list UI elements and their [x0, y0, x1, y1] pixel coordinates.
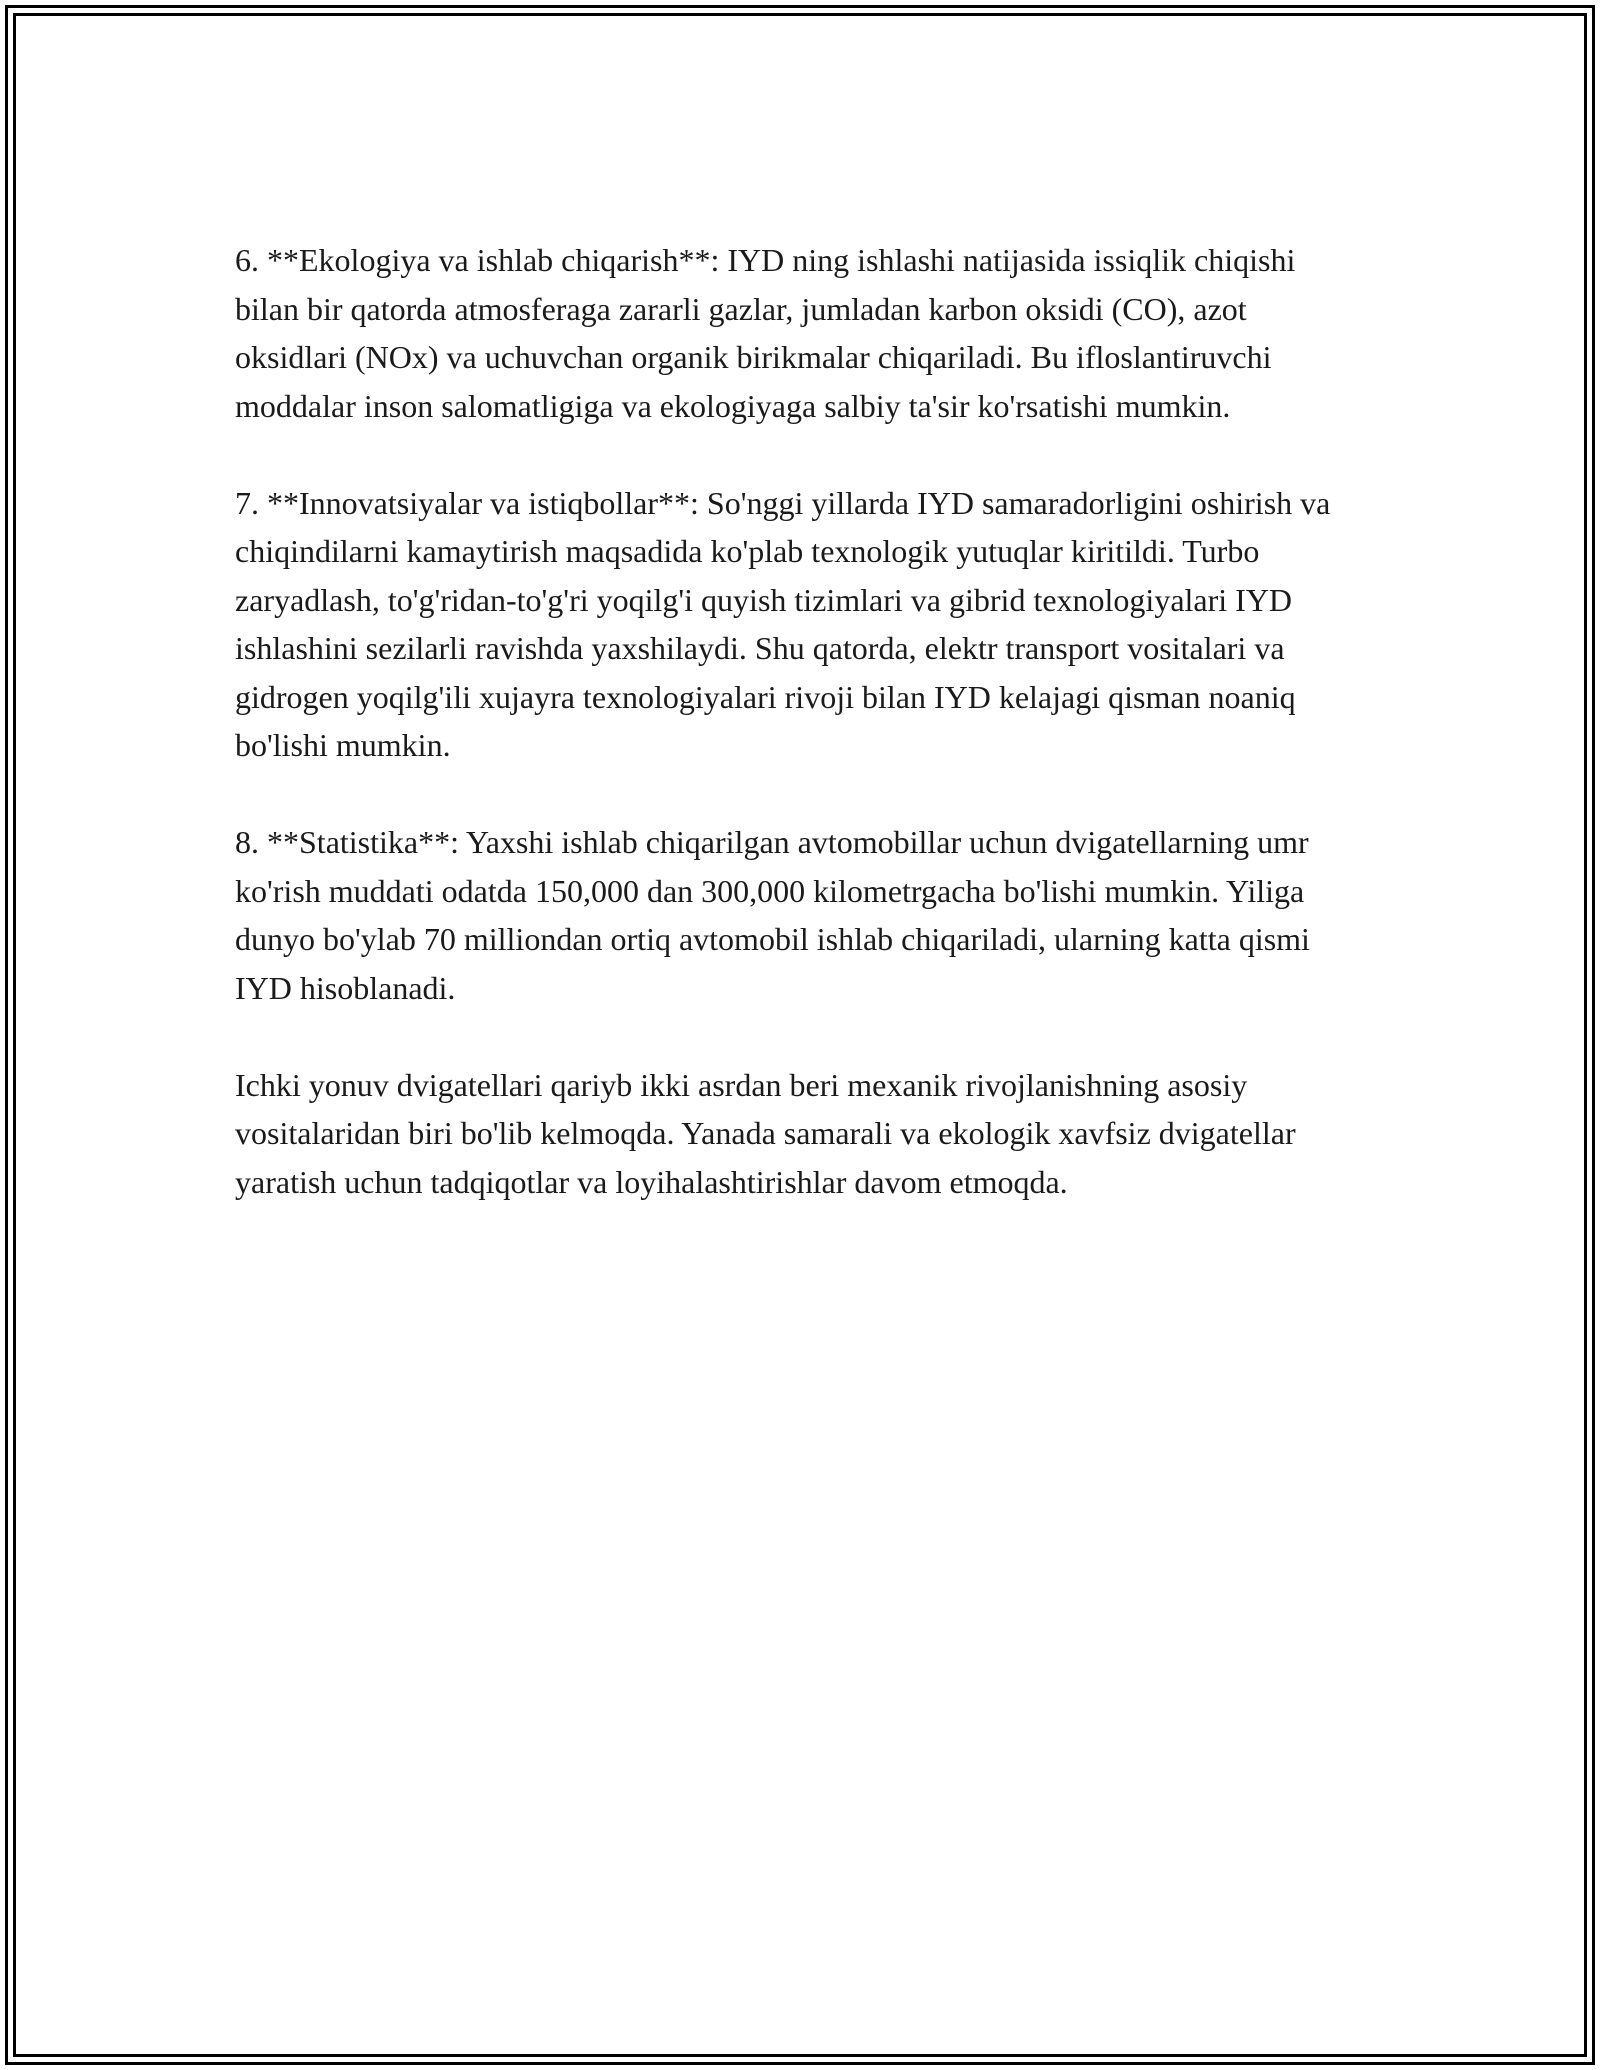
- paragraph-ecology: 6. **Ekologiya va ishlab chiqarish**: IYD ning ishlashi natijasida issiqlik chiqishi bilan bir qatorda atmosferaga zararli gazlar, jumladan karbon oksidi (CO), azot oksidlari (NOx) va uchuvchan organik birikmalar chiqariladi. Bu ifloslantiruvchi moddalar inson salomatligiga va ekologiyaga salbiy ta'sir ko'rsatishi mumkin.: [235, 242, 1296, 424]
- paragraph-innovations: 7. **Innovatsiyalar va istiqbollar**: So'nggi yillarda IYD samaradorligini oshirish va chiqindilarni kamaytirish maqsadida ko'plab texnologik yutuqlar kiritildi. Turbo zaryadlash, to'g'ridan-to'g'ri yoqilg'i quyish tizimlari va gibrid texnologiyalari IYD ishlashini sezilarli ravishda yaxshilaydi. Shu qatorda, elektr transport vositalari va gidrogen yoqilg'ili xujayra texnologiyalari rivoji bilan IYD kelajagi qisman noaniq bo'lishi mumkin.: [235, 484, 1331, 763]
- document-body: [235, 236, 1365, 1255]
- paragraph-conclusion: Ichki yonuv dvigatellari qariyb ikki asrdan beri mexanik rivojlanishning asosiy vositalaridan biri bo'lib kelmoqda. Yanada samarali va ekologik xavfsiz dvigatellar yaratish uchun tadqiqotlar va loyihalashtirishlar davom etmoqda.: [235, 1066, 1296, 1200]
- paragraph-statistics: 8. **Statistika**: Yaxshi ishlab chiqarilgan avtomobillar uchun dvigatellarning umr ko'rish muddati odatda 150,000 dan 300,000 kilometrgacha bo'lishi mumkin. Yiliga dunyo bo'ylab 70 milliondan ortiq avtomobil ishlab chiqariladi, ularning katta qismi IYD hisoblanadi.: [235, 824, 1310, 1006]
